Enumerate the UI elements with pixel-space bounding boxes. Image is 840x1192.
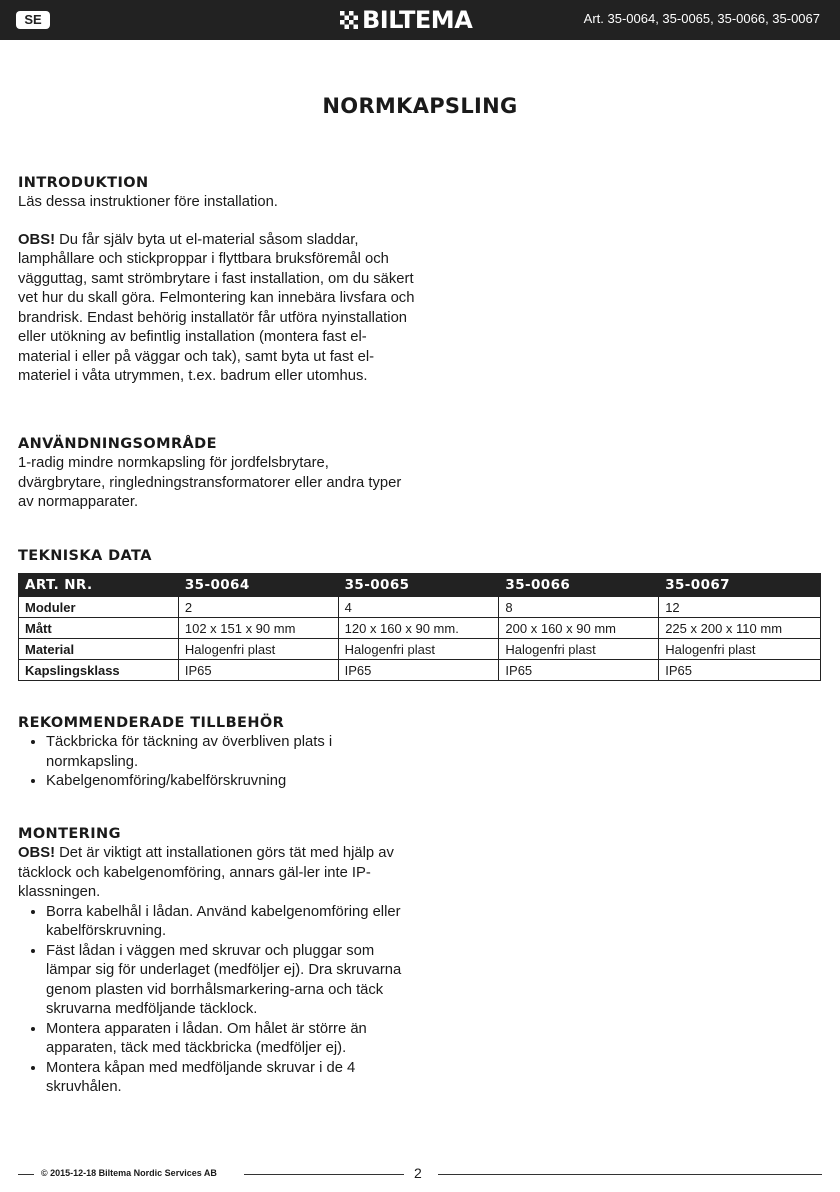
table-header-row: [19, 574, 821, 597]
column-header: 35-0067: [659, 574, 821, 597]
header-bar: [0, 0, 840, 40]
table-cell: IP65: [499, 660, 659, 681]
accessories-section: [18, 713, 418, 792]
mounting-heading: MONTERING: [18, 826, 121, 842]
mounting-warning: [18, 844, 418, 903]
copyright-text: © 2015-12-18 Biltema Nordic Services AB: [41, 1168, 217, 1178]
language-badge: SE: [16, 11, 50, 29]
table-row: [19, 660, 821, 681]
table-cell: 120 x 160 x 90 mm.: [338, 618, 499, 639]
list-item: • Kabelgenomföring/kabelförskruvning: [46, 772, 418, 792]
list-item: • Fäst lådan i väggen med skruvar och pluggar som lämpar sig för underlaget (medföljer ej). Dra skruvarna genom plasten vid borrhålsmarkering-arna och täck skruvarna medföljande täcklock.: [46, 942, 418, 1020]
table-cell: 225 x 200 x 110 mm: [659, 618, 821, 639]
table-row: [19, 597, 821, 618]
mounting-section: [18, 824, 418, 1098]
table-row: [19, 618, 821, 639]
table-cell: 200 x 160 x 90 mm: [499, 618, 659, 639]
table-cell: Halogenfri plast: [499, 639, 659, 660]
tech-data-table: [18, 573, 821, 681]
usage-text: 1-radig mindre normkapsling för jordfelsbrytare, dvärgbrytare, ringledningstransformatorer eller andra typer av normapparater.: [18, 455, 402, 510]
column-header: 35-0066: [499, 574, 659, 597]
footer-divider: [18, 1174, 34, 1175]
warning-text: Det är viktigt att installationen görs tät med hjälp av täcklock och kabelgenomföring, annars gäl-ler inte IP-klassningen.: [18, 845, 394, 900]
list-item: • Täckbricka för täckning av överbliven plats i normkapsling.: [46, 733, 418, 772]
column-header: 35-0065: [338, 574, 499, 597]
intro-section: [18, 173, 418, 387]
article-numbers: Art. 35-0064, 35-0065, 35-0066, 35-0067: [583, 11, 820, 26]
intro-heading: INTRODUKTION: [18, 175, 149, 191]
page-title: NORMKAPSLING: [322, 94, 518, 118]
row-label: Mått: [19, 618, 179, 639]
accessories-list: [18, 733, 418, 792]
table-cell: IP65: [659, 660, 821, 681]
warning-text: Du får själv byta ut el-material såsom sladdar, lamphållare och stickproppar i flyttbara bruksföremål och vägguttag, samt strömbrytare i fast installation, om du säkert vet hur du skall göra. Felmontering kan innebära livsfara och brandrisk. Endast behörig installatör får utföra nyinstallation eller utökning av befintlig installation (montera fast el-material i eller på väggar och tak), samt byta ut fast el-materiel i våta utrymmen, t.ex. badrum eller utomhus.: [18, 231, 415, 384]
footer-divider: [438, 1174, 822, 1175]
page-footer: [18, 1166, 822, 1182]
checkered-flag-icon: [340, 11, 358, 29]
footer-divider: [244, 1174, 404, 1175]
table-cell: Halogenfri plast: [178, 639, 338, 660]
table-cell: 4: [338, 597, 499, 618]
row-label: Kapslingsklass: [19, 660, 179, 681]
obs-label: OBS!: [18, 231, 55, 248]
table-cell: 2: [178, 597, 338, 618]
brand-name: BILTEMA: [362, 6, 473, 34]
page-number: 2: [414, 1165, 422, 1181]
column-header: 35-0064: [178, 574, 338, 597]
row-label: Moduler: [19, 597, 179, 618]
list-item: • Montera apparaten i lådan. Om hålet är större än apparaten, täck med täckbricka (medföljer ej).: [46, 1020, 418, 1059]
row-label: Material: [19, 639, 179, 660]
usage-section: [18, 434, 418, 513]
intro-text: Läs dessa instruktioner före installation.: [18, 194, 278, 210]
obs-label: OBS!: [18, 845, 55, 861]
table-cell: 102 x 151 x 90 mm: [178, 618, 338, 639]
list-item: • Borra kabelhål i lådan. Använd kabelgenomföring eller kabelförskruvning.: [46, 903, 418, 942]
table-cell: IP65: [338, 660, 499, 681]
tech-section: [18, 546, 418, 566]
table-cell: Halogenfri plast: [338, 639, 499, 660]
table-row: [19, 639, 821, 660]
list-item: • Montera kåpan med medföljande skruvar i de 4 skruvhålen.: [46, 1059, 418, 1098]
table-cell: IP65: [178, 660, 338, 681]
table-cell: 8: [499, 597, 659, 618]
accessories-heading: REKOMMENDERADE TILLBEHÖR: [18, 715, 285, 731]
usage-heading: ANVÄNDNINGSOMRÅDE: [18, 436, 217, 452]
intro-warning: [18, 231, 418, 387]
column-header: ART. NR.: [19, 574, 179, 597]
brand-logo: [340, 7, 472, 33]
tech-heading: TEKNISKA DATA: [18, 548, 152, 564]
table-cell: 12: [659, 597, 821, 618]
mounting-steps: [18, 903, 418, 1098]
table-cell: Halogenfri plast: [659, 639, 821, 660]
